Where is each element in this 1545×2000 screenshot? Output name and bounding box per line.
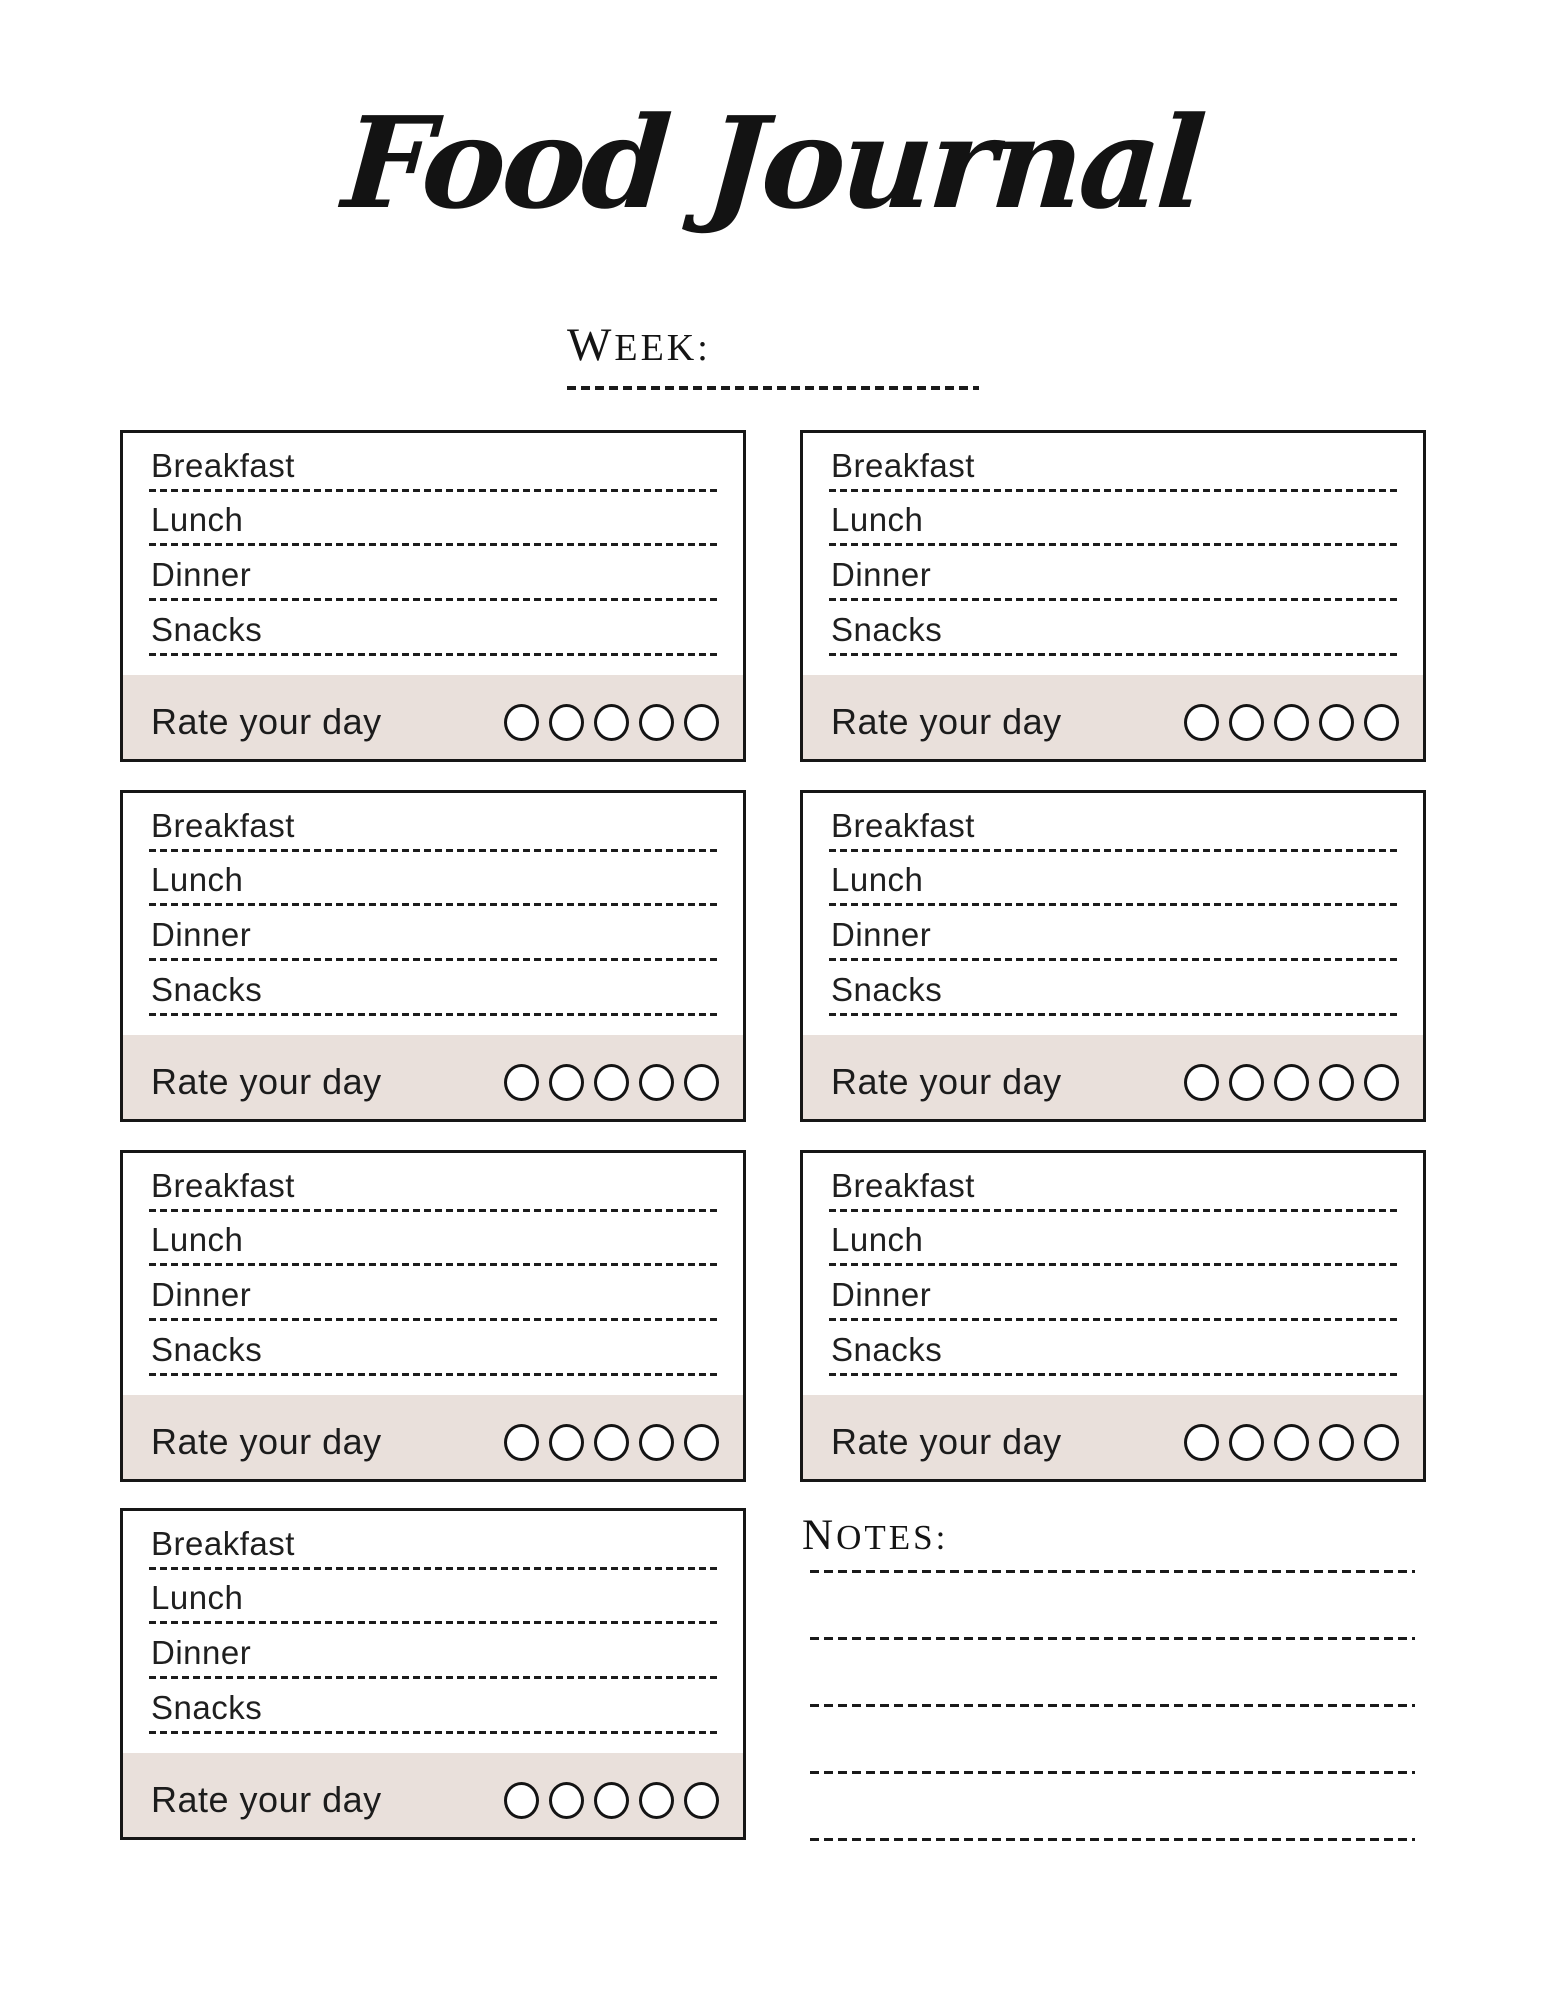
meal-row	[149, 793, 717, 852]
day-card	[120, 790, 746, 1122]
rating-circle[interactable]	[504, 1064, 539, 1101]
rate-your-day-label: Rate your day	[831, 1421, 1062, 1462]
notes-input-line[interactable]	[810, 1640, 1415, 1707]
snacks-input-line[interactable]	[829, 1013, 1397, 1016]
meal-label: Lunch	[151, 1579, 244, 1616]
rate-your-day-bar	[803, 1395, 1423, 1479]
day-card	[800, 430, 1426, 762]
rating-circles	[1184, 1424, 1399, 1461]
meal-row	[829, 906, 1397, 961]
meal-label: Dinner	[831, 556, 932, 593]
page-title: Food Journal	[338, 89, 1207, 237]
rating-circle[interactable]	[549, 1782, 584, 1819]
rating-circle[interactable]	[1364, 1064, 1399, 1101]
rating-circle[interactable]	[549, 1424, 584, 1461]
meal-row	[149, 433, 717, 492]
rating-circle[interactable]	[1319, 704, 1354, 741]
meal-row	[829, 601, 1397, 656]
notes-input-line[interactable]	[810, 1774, 1415, 1841]
day-card	[120, 1508, 746, 1840]
meal-label: Snacks	[151, 1689, 263, 1726]
meal-row	[829, 546, 1397, 601]
rating-circle[interactable]	[594, 1424, 629, 1461]
rating-circles	[1184, 704, 1399, 741]
meal-row	[149, 1624, 717, 1679]
snacks-input-line[interactable]	[149, 1373, 717, 1376]
snacks-input-line[interactable]	[829, 1373, 1397, 1376]
meal-label: Lunch	[831, 1221, 924, 1258]
meal-row	[149, 961, 717, 1016]
rate-your-day-label: Rate your day	[151, 1779, 382, 1820]
meal-row	[149, 1153, 717, 1212]
rating-circle[interactable]	[594, 704, 629, 741]
meal-label: Dinner	[151, 1276, 252, 1313]
meal-label: Dinner	[831, 1276, 932, 1313]
rating-circles	[504, 704, 719, 741]
day-card	[120, 1150, 746, 1482]
meal-label: Dinner	[151, 916, 252, 953]
meal-row	[829, 1153, 1397, 1212]
rate-your-day-bar	[123, 1395, 743, 1479]
rating-circle[interactable]	[684, 1782, 719, 1819]
meal-label: Lunch	[151, 861, 244, 898]
meal-row	[149, 852, 717, 906]
notes-section	[810, 1506, 1415, 1841]
rating-circle[interactable]	[684, 1064, 719, 1101]
rating-circle[interactable]	[504, 1424, 539, 1461]
meal-row	[149, 1321, 717, 1376]
rating-circle[interactable]	[1319, 1424, 1354, 1461]
meal-label: Breakfast	[151, 1525, 295, 1562]
rate-your-day-bar	[123, 1753, 743, 1837]
rate-your-day-label: Rate your day	[151, 1061, 382, 1102]
rating-circle[interactable]	[1274, 704, 1309, 741]
meal-label: Lunch	[151, 501, 244, 538]
rating-circle[interactable]	[549, 704, 584, 741]
meal-label: Breakfast	[831, 447, 975, 484]
meal-row	[149, 601, 717, 656]
rating-circle[interactable]	[504, 704, 539, 741]
day-card	[800, 790, 1426, 1122]
day-card	[800, 1150, 1426, 1482]
meal-row	[149, 1212, 717, 1266]
meal-label: Snacks	[151, 1331, 263, 1368]
notes-input-line[interactable]	[810, 1707, 1415, 1774]
rating-circle[interactable]	[1229, 704, 1264, 741]
rating-circles	[504, 1064, 719, 1101]
meal-label: Breakfast	[831, 1167, 975, 1204]
meal-label: Breakfast	[151, 1167, 295, 1204]
snacks-input-line[interactable]	[149, 1013, 717, 1016]
rating-circles	[504, 1424, 719, 1461]
rate-your-day-bar	[123, 675, 743, 759]
rating-circles	[504, 1782, 719, 1819]
meal-row	[149, 1266, 717, 1321]
meal-label: Snacks	[151, 611, 263, 648]
rating-circle[interactable]	[639, 1424, 674, 1461]
meal-label: Dinner	[831, 916, 932, 953]
snacks-input-line[interactable]	[829, 653, 1397, 656]
notes-input-line[interactable]	[810, 1506, 1415, 1573]
rating-circle[interactable]	[639, 1782, 674, 1819]
rating-circle[interactable]	[1184, 704, 1219, 741]
meal-row	[829, 1266, 1397, 1321]
meal-row	[829, 961, 1397, 1016]
meal-label: Dinner	[151, 556, 252, 593]
rate-your-day-bar	[123, 1035, 743, 1119]
notes-label: NOTES:	[802, 1512, 949, 1559]
rate-your-day-label: Rate your day	[831, 1061, 1062, 1102]
meal-row	[149, 1570, 717, 1624]
meal-row	[149, 492, 717, 546]
rating-circle[interactable]	[504, 1782, 539, 1819]
meal-row	[149, 1511, 717, 1570]
meal-row	[829, 1321, 1397, 1376]
snacks-input-line[interactable]	[149, 653, 717, 656]
rate-your-day-label: Rate your day	[151, 1421, 382, 1462]
meal-label: Lunch	[151, 1221, 244, 1258]
rating-circle[interactable]	[594, 1782, 629, 1819]
rating-circle[interactable]	[639, 1064, 674, 1101]
meal-label: Breakfast	[151, 447, 295, 484]
rate-your-day-label: Rate your day	[831, 701, 1062, 742]
meal-row	[829, 492, 1397, 546]
week-section	[567, 320, 979, 390]
rating-circle[interactable]	[1364, 704, 1399, 741]
meal-label: Snacks	[151, 971, 263, 1008]
meal-label: Lunch	[831, 861, 924, 898]
day-card	[120, 430, 746, 762]
rate-your-day-label: Rate your day	[151, 701, 382, 742]
rating-circle[interactable]	[1184, 1424, 1219, 1461]
snacks-input-line[interactable]	[149, 1731, 717, 1734]
rate-your-day-bar	[803, 675, 1423, 759]
meal-label: Dinner	[151, 1634, 252, 1671]
meal-label: Lunch	[831, 501, 924, 538]
rating-circle[interactable]	[1184, 1064, 1219, 1101]
rating-circle[interactable]	[549, 1064, 584, 1101]
notes-input-line[interactable]	[810, 1573, 1415, 1640]
meal-row	[829, 1212, 1397, 1266]
week-input-line[interactable]	[567, 386, 979, 390]
meal-row	[829, 852, 1397, 906]
meal-label: Snacks	[831, 971, 943, 1008]
rating-circle[interactable]	[684, 1424, 719, 1461]
meal-row	[149, 1679, 717, 1734]
rating-circle[interactable]	[639, 704, 674, 741]
meal-label: Breakfast	[831, 807, 975, 844]
rating-circle[interactable]	[594, 1064, 629, 1101]
rating-circle[interactable]	[1274, 1424, 1309, 1461]
rating-circles	[1184, 1064, 1399, 1101]
meal-label: Snacks	[831, 1331, 943, 1368]
meal-row	[149, 906, 717, 961]
rating-circle[interactable]	[1229, 1064, 1264, 1101]
meal-label: Snacks	[831, 611, 943, 648]
rate-your-day-bar	[803, 1035, 1423, 1119]
meal-label: Breakfast	[151, 807, 295, 844]
meal-row	[149, 546, 717, 601]
meal-row	[829, 433, 1397, 492]
rating-circle[interactable]	[1229, 1424, 1264, 1461]
rating-circle[interactable]	[684, 704, 719, 741]
week-label: WEEK:	[567, 319, 711, 371]
meal-row	[829, 793, 1397, 852]
rating-circle[interactable]	[1319, 1064, 1354, 1101]
rating-circle[interactable]	[1274, 1064, 1309, 1101]
rating-circle[interactable]	[1364, 1424, 1399, 1461]
